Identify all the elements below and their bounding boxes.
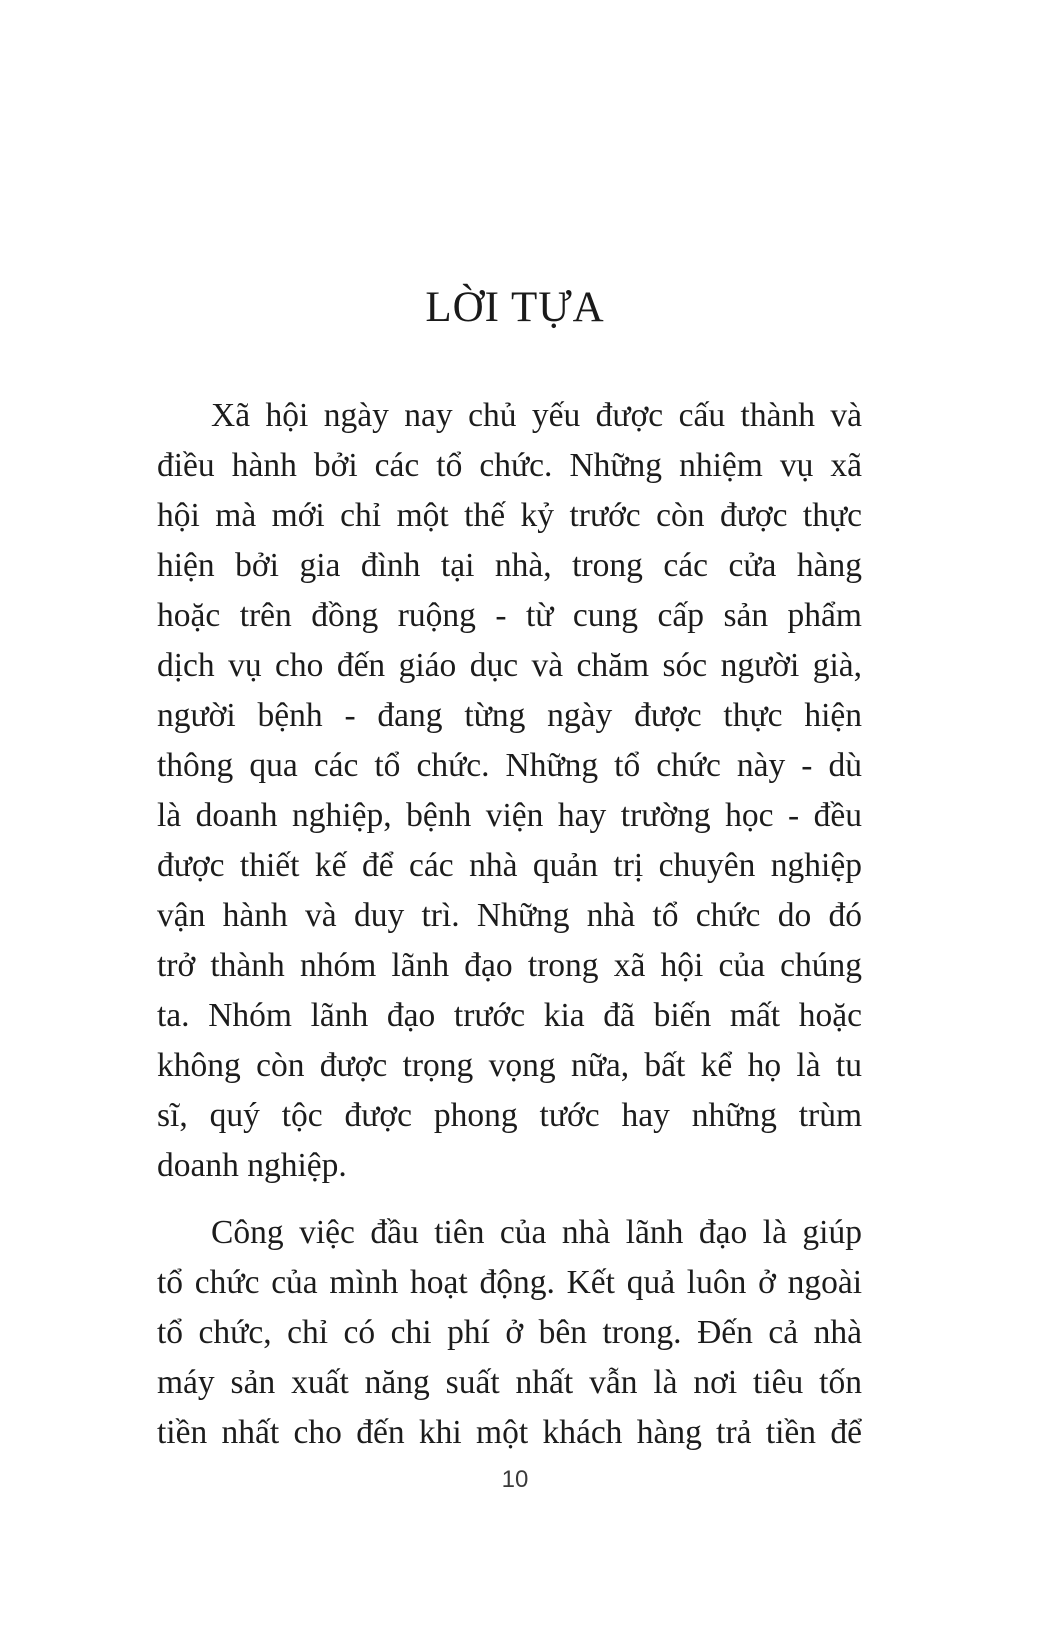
text-line: vận hành và duy trì. Những nhà tổ chức do đó [157,897,862,934]
text-line: thông qua các tổ chức. Những tổ chức này - dù [157,747,862,784]
text-line: Xã hội ngày nay chủ yếu được cấu thành và [211,397,862,434]
text-line: hoặc trên đồng ruộng - từ cung cấp sản phẩm [157,597,862,634]
text-line: hiện bởi gia đình tại nhà, trong các cửa hàng [157,547,862,584]
body-text [157,391,862,1458]
text-line: máy sản xuất năng suất nhất vẫn là nơi tiêu tốn [157,1364,862,1401]
text-line: tổ chức, chỉ có chi phí ở bên trong. Đến cả nhà [157,1314,862,1351]
text-line: được thiết kế để các nhà quản trị chuyên nghiệp [157,847,862,884]
chapter-title: LỜI TỰA [425,284,605,331]
text-line: dịch vụ cho đến giáo dục và chăm sóc người già, [157,647,862,684]
text-line: hội mà mới chỉ một thế kỷ trước còn được thực [157,497,862,534]
paragraph-2 [157,1208,862,1458]
text-line: điều hành bởi các tổ chức. Những nhiệm vụ xã [157,447,862,484]
text-line: người bệnh - đang từng ngày được thực hiện [157,697,862,734]
text-line: Công việc đầu tiên của nhà lãnh đạo là giúp [211,1214,862,1251]
text-line: tiền nhất cho đến khi một khách hàng trả tiền để [157,1414,862,1451]
text-line: trở thành nhóm lãnh đạo trong xã hội của chúng [157,947,862,984]
paragraph-1 [157,391,862,1191]
text-line: sĩ, quý tộc được phong tước hay những trùm [157,1097,862,1134]
text-line: doanh nghiệp. [157,1147,347,1184]
text-line: không còn được trọng vọng nữa, bất kể họ là tu [157,1047,862,1084]
page-number: 10 [501,1466,529,1493]
text-line: tổ chức của mình hoạt động. Kết quả luôn ở ngoài [157,1264,862,1301]
text-line: ta. Nhóm lãnh đạo trước kia đã biến mất hoặc [157,997,862,1034]
text-line: là doanh nghiệp, bệnh viện hay trường học - đều [157,797,862,834]
